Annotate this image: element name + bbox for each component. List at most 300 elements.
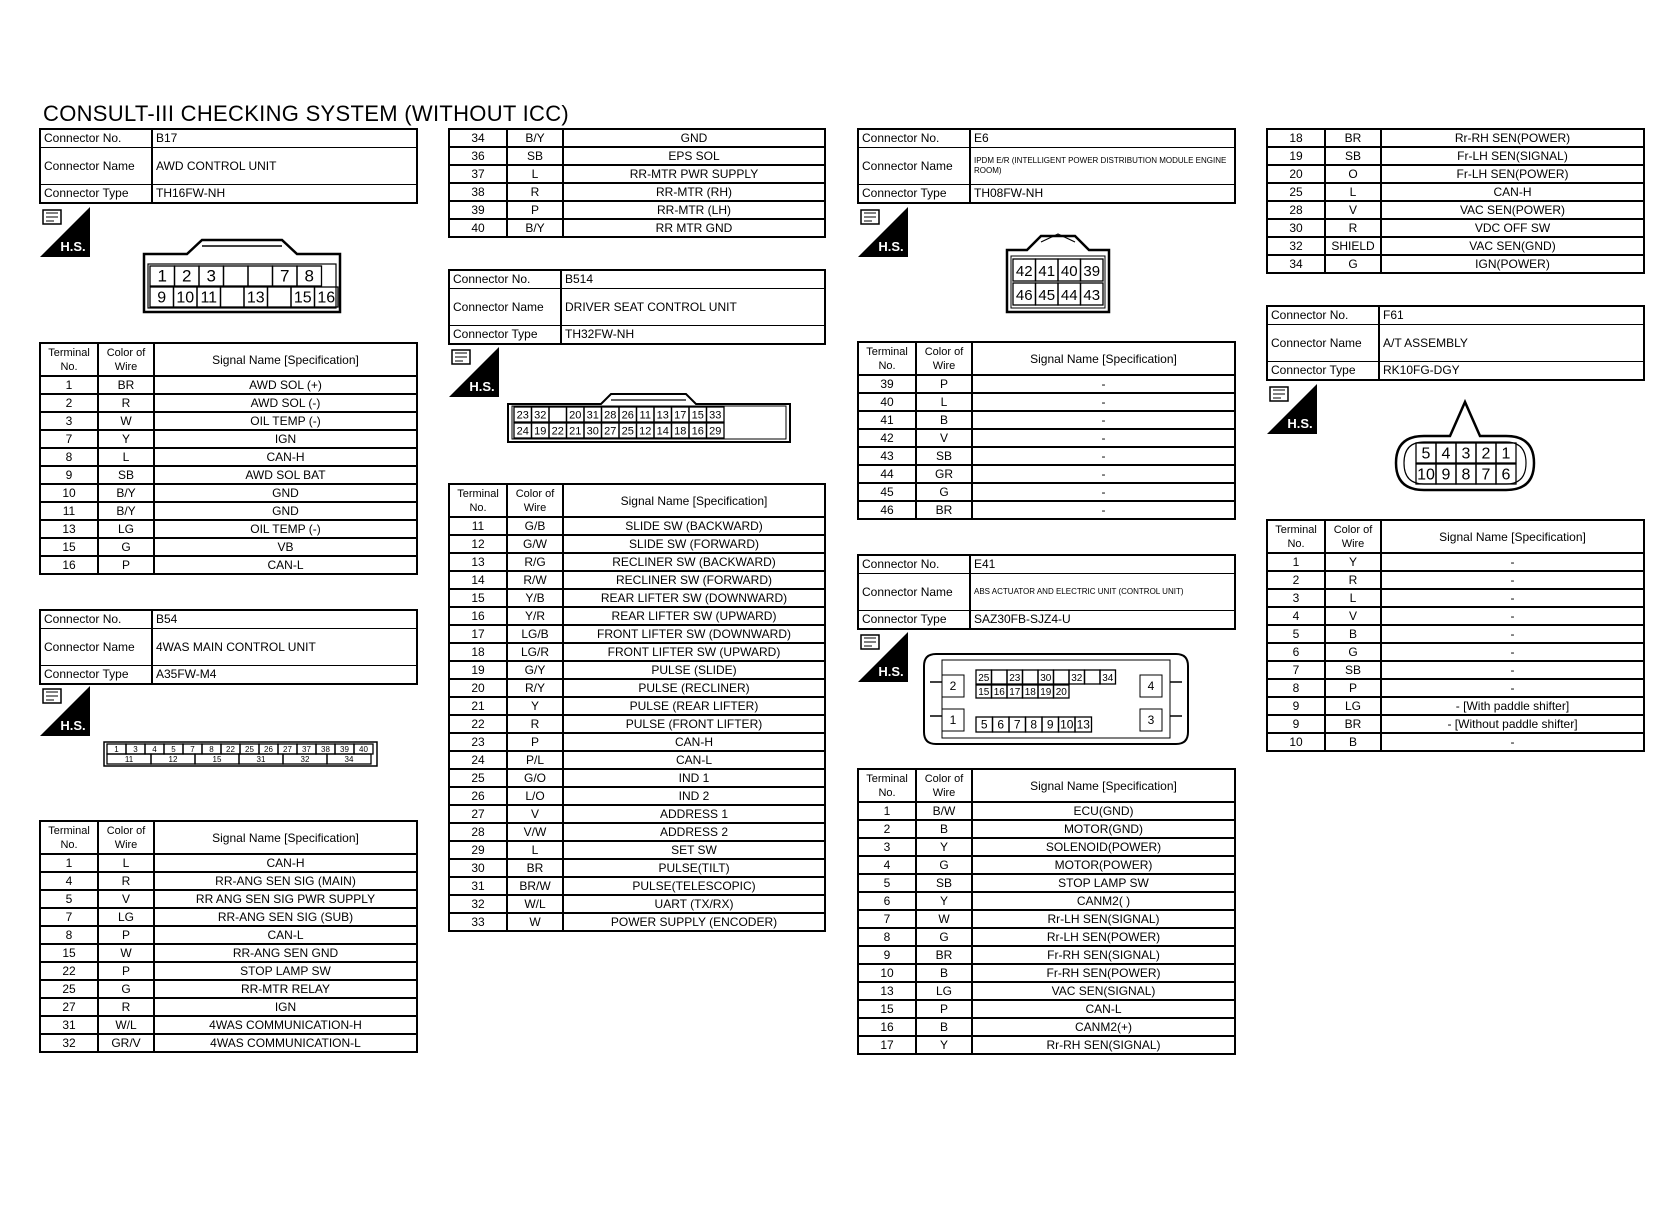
hs-label: H.S.: [469, 379, 495, 394]
color-cell: L: [98, 448, 154, 466]
signal-cell: RR MTR GND: [563, 219, 825, 237]
connector-no-value: B17: [152, 129, 417, 148]
color-cell: SB: [1325, 661, 1381, 679]
terminal-cell: 11: [40, 502, 98, 520]
signal-cell: STOP LAMP SW: [154, 962, 417, 980]
table-row: [449, 805, 825, 823]
signal-cell: GND: [154, 484, 417, 502]
pin-number: 2: [1481, 445, 1491, 463]
color-cell: Y: [916, 838, 972, 856]
table-row: [858, 393, 1235, 411]
color-cell: BR: [916, 501, 972, 519]
pin-number: 32: [1071, 672, 1083, 684]
color-cell: Y: [916, 1036, 972, 1054]
terminal-cell: 15: [858, 1000, 916, 1018]
connector-name-label: Connector Name: [40, 148, 152, 185]
signal-cell: -: [1381, 589, 1644, 607]
signal-cell: VDC OFF SW: [1381, 219, 1644, 237]
table-row: [449, 219, 825, 237]
pin-number: 8: [1030, 717, 1038, 732]
terminal-cell: 42: [858, 429, 916, 447]
pin-number: 30: [1040, 672, 1052, 684]
pin-number: 9: [1441, 466, 1451, 484]
terminal-cell: 27: [40, 998, 98, 1016]
table-row: [858, 928, 1235, 946]
pin-number: 6: [997, 717, 1005, 732]
pin-number: 3: [1461, 445, 1471, 463]
table-row: [40, 854, 417, 872]
pin-number: 7: [1481, 466, 1491, 484]
table-row: [449, 165, 825, 183]
pin-number: 8: [304, 266, 314, 286]
signal-cell: -: [1381, 733, 1644, 751]
color-cell: R/Y: [507, 679, 563, 697]
signal-cell: CAN-L: [563, 751, 825, 769]
color-cell: BR: [1325, 715, 1381, 733]
table-row: [40, 412, 417, 430]
connector-name-label: Connector Name: [40, 629, 152, 666]
terminal-cell: 9: [1267, 697, 1325, 715]
table-row: [40, 466, 417, 484]
signal-cell: FRONT LIFTER SW (UPWARD): [563, 643, 825, 661]
connector-no-label: Connector No.: [40, 610, 152, 629]
table-row: [40, 448, 417, 466]
terminal-cell: 31: [40, 1016, 98, 1034]
terminal-cell: 14: [449, 571, 507, 589]
terminal-cell: 2: [1267, 571, 1325, 589]
signal-cell: SLIDE SW (FORWARD): [563, 535, 825, 553]
terminal-cell: 10: [858, 964, 916, 982]
signal-cell: CAN-L: [154, 926, 417, 944]
pin-number: 9: [157, 289, 167, 307]
signal-cell: -: [972, 393, 1235, 411]
pin-number: 15: [691, 409, 704, 422]
color-cell: B/W: [916, 802, 972, 820]
table-row: [449, 517, 825, 535]
pin-number: 7: [280, 266, 290, 286]
table-row: [449, 877, 825, 895]
color-cell: W: [98, 412, 154, 430]
table-row: [449, 589, 825, 607]
table-row: [449, 733, 825, 751]
connector-name-label: Connector Name: [449, 289, 561, 326]
signal-cell: RR-MTR (LH): [563, 201, 825, 219]
terminal-cell: 24: [449, 751, 507, 769]
signal-cell: IGN(POWER): [1381, 255, 1644, 273]
signal-cell: POWER SUPPLY (ENCODER): [563, 913, 825, 931]
color-cell: P: [98, 556, 154, 574]
terminal-cell: 13: [40, 520, 98, 538]
terminal-cell: 25: [40, 980, 98, 998]
color-cell: R: [1325, 219, 1381, 237]
table-row: [449, 535, 825, 553]
terminal-cell: 19: [449, 661, 507, 679]
color-cell: SB: [98, 466, 154, 484]
signal-cell: PULSE (RECLINER): [563, 679, 825, 697]
table-row: [40, 1034, 417, 1052]
pin-number: 40: [359, 744, 368, 754]
color-cell: SB: [507, 147, 563, 165]
page-title: CONSULT-III CHECKING SYSTEM (WITHOUT ICC): [43, 101, 570, 126]
harness-side-icon: [40, 686, 90, 736]
signal-cell: RR-MTR PWR SUPPLY: [563, 165, 825, 183]
connector-type-label: Connector Type: [40, 666, 152, 685]
terminal-cell: 37: [449, 165, 507, 183]
signal-cell: REAR LIFTER SW (DOWNWARD): [563, 589, 825, 607]
terminal-cell: 17: [449, 625, 507, 643]
color-cell: P: [916, 1000, 972, 1018]
terminal-cell: 32: [40, 1034, 98, 1052]
connector-name-value: A/T ASSEMBLY: [1379, 325, 1644, 362]
pin-number: 34: [344, 754, 354, 764]
connector-e6-diagram: [1005, 232, 1111, 314]
terminal-cell: 45: [858, 483, 916, 501]
pin-number: 14: [656, 425, 669, 438]
pin-number: 31: [256, 754, 266, 764]
color-cell: Y: [1325, 553, 1381, 571]
terminal-cell: 15: [449, 589, 507, 607]
signal-table-b17: [39, 342, 418, 575]
signal-cell: -: [1381, 607, 1644, 625]
signal-cell: -: [1381, 625, 1644, 643]
color-cell: BR/W: [507, 877, 563, 895]
signal-cell: ADDRESS 2: [563, 823, 825, 841]
pin-number: 23: [516, 409, 529, 422]
signal-table-b54: [39, 820, 418, 1053]
table-row: [40, 962, 417, 980]
table-row: [449, 607, 825, 625]
color-cell: V: [1325, 201, 1381, 219]
terminal-cell: 22: [40, 962, 98, 980]
terminal-cell: 13: [858, 982, 916, 1000]
signal-table-f61: [1266, 519, 1645, 752]
signal-cell: REAR LIFTER SW (UPWARD): [563, 607, 825, 625]
table-row: [40, 926, 417, 944]
pin-number: 1: [157, 266, 167, 286]
pin-number: 23: [1009, 672, 1021, 684]
pin-number: 21: [569, 425, 582, 438]
signal-cell: CAN-H: [563, 733, 825, 751]
terminal-cell: 6: [1267, 643, 1325, 661]
color-cell: V: [98, 890, 154, 908]
terminal-cell: 28: [449, 823, 507, 841]
terminal-cell: 9: [1267, 715, 1325, 733]
pin-number: 25: [245, 744, 254, 754]
signal-header: Signal Name [Specification]: [154, 821, 417, 854]
color-cell: R: [1325, 571, 1381, 589]
signal-cell: Fr-LH SEN(SIGNAL): [1381, 147, 1644, 165]
signal-header: Signal Name [Specification]: [972, 769, 1235, 802]
table-row: [449, 895, 825, 913]
table-row: [858, 982, 1235, 1000]
color-cell: Y/B: [507, 589, 563, 607]
pin-number: 19: [534, 425, 547, 438]
color-cell: LG: [98, 908, 154, 926]
connector-no-label: Connector No.: [40, 129, 152, 148]
signal-cell: PULSE (SLIDE): [563, 661, 825, 679]
terminal-cell: 9: [858, 946, 916, 964]
terminal-cell: 16: [40, 556, 98, 574]
color-cell: R/G: [507, 553, 563, 571]
color-header: Color of Wire: [98, 821, 154, 854]
table-row: [1267, 165, 1644, 183]
pin-number: 26: [621, 409, 634, 422]
connector-name-value: 4WAS MAIN CONTROL UNIT: [152, 629, 417, 666]
signal-cell: SET SW: [563, 841, 825, 859]
signal-cell: -: [972, 483, 1235, 501]
signal-cell: SOLENOID(POWER): [972, 838, 1235, 856]
color-cell: L: [1325, 183, 1381, 201]
signal-header: Signal Name [Specification]: [154, 343, 417, 376]
color-cell: R: [507, 183, 563, 201]
table-row: [40, 980, 417, 998]
terminal-cell: 10: [1267, 733, 1325, 751]
table-row: [858, 802, 1235, 820]
table-row: [1267, 129, 1644, 147]
connector-no-value: F61: [1379, 306, 1644, 325]
terminal-cell: 3: [40, 412, 98, 430]
signal-cell: FRONT LIFTER SW (DOWNWARD): [563, 625, 825, 643]
pin-number: 22: [551, 425, 564, 438]
signal-cell: Rr-RH SEN(POWER): [1381, 129, 1644, 147]
connector-b54-info: [39, 609, 418, 685]
signal-cell: CANM2(+): [972, 1018, 1235, 1036]
pin-number: 34: [1102, 672, 1114, 684]
table-row: [858, 856, 1235, 874]
connector-type-value: TH32FW-NH: [561, 326, 825, 345]
signal-cell: GND: [563, 129, 825, 147]
terminal-cell: 3: [1267, 589, 1325, 607]
terminal-cell: 17: [858, 1036, 916, 1054]
pin-number: 22: [226, 744, 235, 754]
signal-table-e41-continued: [1266, 128, 1645, 274]
color-cell: L: [1325, 589, 1381, 607]
color-cell: GR: [916, 465, 972, 483]
table-row: [449, 661, 825, 679]
terminal-cell: 32: [1267, 237, 1325, 255]
pin-number: 5: [171, 744, 176, 754]
pin-number: 38: [321, 744, 330, 754]
color-cell: R: [98, 394, 154, 412]
connector-name-value: IPDM E/R (INTELLIGENT POWER DISTRIBUTION MODULE ENGINE ROOM): [970, 148, 1235, 185]
pin-number: 11: [124, 754, 134, 764]
signal-cell: VAC SEN(GND): [1381, 237, 1644, 255]
table-row: [449, 201, 825, 219]
table-row: [858, 375, 1235, 393]
harness-side-icon: [449, 347, 499, 397]
table-row: [1267, 571, 1644, 589]
terminal-cell: 2: [40, 394, 98, 412]
pin-number: 5: [1421, 445, 1431, 463]
table-row: [449, 679, 825, 697]
pin-number: 25: [978, 672, 990, 684]
signal-cell: VAC SEN(POWER): [1381, 201, 1644, 219]
signal-cell: PULSE (REAR LIFTER): [563, 697, 825, 715]
table-row: [1267, 219, 1644, 237]
table-row: [40, 484, 417, 502]
terminal-cell: 23: [449, 733, 507, 751]
connector-e41-info: [857, 554, 1236, 630]
table-row: [449, 751, 825, 769]
terminal-cell: 29: [449, 841, 507, 859]
pin-number: 7: [1013, 717, 1021, 732]
signal-cell: OIL TEMP (-): [154, 520, 417, 538]
color-cell: L: [98, 854, 154, 872]
pin-number: 4: [152, 744, 157, 754]
terminal-cell: 5: [1267, 625, 1325, 643]
terminal-cell: 19: [1267, 147, 1325, 165]
signal-cell: ADDRESS 1: [563, 805, 825, 823]
terminal-cell: 38: [449, 183, 507, 201]
connector-type-value: A35FW-M4: [152, 666, 417, 685]
terminal-cell: 44: [858, 465, 916, 483]
terminal-cell: 7: [858, 910, 916, 928]
signal-cell: -: [972, 411, 1235, 429]
pin-number: 46: [1015, 287, 1033, 305]
table-row: [858, 874, 1235, 892]
connector-type-label: Connector Type: [40, 185, 152, 204]
signal-cell: CAN-H: [1381, 183, 1644, 201]
color-cell: W: [98, 944, 154, 962]
color-cell: G: [916, 928, 972, 946]
color-cell: W/L: [507, 895, 563, 913]
table-row: [858, 946, 1235, 964]
terminal-header: Terminal No.: [858, 342, 916, 375]
color-header: Color of Wire: [916, 342, 972, 375]
terminal-cell: 20: [449, 679, 507, 697]
color-cell: R: [98, 998, 154, 1016]
signal-cell: -: [972, 447, 1235, 465]
signal-cell: RR-MTR (RH): [563, 183, 825, 201]
terminal-cell: 22: [449, 715, 507, 733]
color-cell: SHIELD: [1325, 237, 1381, 255]
color-cell: B/Y: [98, 502, 154, 520]
table-row: [858, 501, 1235, 519]
table-row: [858, 892, 1235, 910]
table-row: [449, 769, 825, 787]
pin-number: 2: [182, 266, 192, 286]
color-cell: SB: [916, 447, 972, 465]
table-row: [1267, 589, 1644, 607]
terminal-cell: 9: [40, 466, 98, 484]
pin-number: 29: [709, 425, 722, 438]
table-row: [858, 838, 1235, 856]
pin-number: 20: [1055, 687, 1067, 699]
pin-number: 17: [1009, 687, 1021, 699]
terminal-header: Terminal No.: [40, 343, 98, 376]
pin-number: 28: [604, 409, 617, 422]
signal-cell: 4WAS COMMUNICATION-H: [154, 1016, 417, 1034]
connector-no-label: Connector No.: [858, 129, 970, 148]
color-cell: LG/B: [507, 625, 563, 643]
terminal-cell: 34: [449, 129, 507, 147]
signal-cell: - [With paddle shifter]: [1381, 697, 1644, 715]
connector-type-label: Connector Type: [858, 185, 970, 204]
signal-cell: AWD SOL BAT: [154, 466, 417, 484]
color-cell: Y/R: [507, 607, 563, 625]
terminal-cell: 8: [858, 928, 916, 946]
color-cell: W: [916, 910, 972, 928]
table-row: [858, 1000, 1235, 1018]
signal-cell: Fr-RH SEN(SIGNAL): [972, 946, 1235, 964]
table-row: [449, 697, 825, 715]
color-cell: G: [98, 538, 154, 556]
signal-cell: PULSE(TILT): [563, 859, 825, 877]
signal-cell: RR-ANG SEN SIG (MAIN): [154, 872, 417, 890]
signal-cell: Fr-RH SEN(POWER): [972, 964, 1235, 982]
terminal-cell: 8: [1267, 679, 1325, 697]
terminal-cell: 18: [1267, 129, 1325, 147]
connector-type-label: Connector Type: [449, 326, 561, 345]
color-cell: G/B: [507, 517, 563, 535]
table-row: [40, 430, 417, 448]
connector-b54-diagram: [103, 741, 378, 767]
connector-type-label: Connector Type: [858, 611, 970, 630]
color-cell: G: [98, 980, 154, 998]
connector-type-value: SAZ30FB-SJZ4-U: [970, 611, 1235, 630]
pin-number: 18: [1024, 687, 1036, 699]
table-row: [858, 465, 1235, 483]
signal-cell: GND: [154, 502, 417, 520]
pin-number: 32: [534, 409, 547, 422]
color-cell: G: [916, 483, 972, 501]
color-cell: LG/R: [507, 643, 563, 661]
signal-cell: EPS SOL: [563, 147, 825, 165]
terminal-cell: 1: [858, 802, 916, 820]
color-cell: B/Y: [507, 129, 563, 147]
table-row: [449, 571, 825, 589]
table-row: [449, 129, 825, 147]
terminal-header: Terminal No.: [1267, 520, 1325, 553]
pin-number: 11: [200, 289, 218, 307]
table-row: [1267, 661, 1644, 679]
color-cell: B: [916, 411, 972, 429]
terminal-cell: 13: [449, 553, 507, 571]
color-cell: P/L: [507, 751, 563, 769]
pin-number: 16: [691, 425, 704, 438]
pin-number: 1: [1501, 445, 1511, 463]
signal-cell: IGN: [154, 430, 417, 448]
table-row: [40, 890, 417, 908]
terminal-cell: 11: [449, 517, 507, 535]
color-cell: B: [1325, 733, 1381, 751]
terminal-cell: 1: [40, 854, 98, 872]
signal-cell: SLIDE SW (BACKWARD): [563, 517, 825, 535]
hs-label: H.S.: [1287, 416, 1313, 431]
pin-number: 4: [1147, 679, 1155, 693]
pin-number: 4: [1441, 445, 1451, 463]
table-row: [1267, 697, 1644, 715]
pin-number: 41: [1038, 263, 1056, 281]
terminal-cell: 25: [449, 769, 507, 787]
pin-number: 12: [168, 754, 178, 764]
color-cell: B/Y: [98, 484, 154, 502]
color-cell: Y: [507, 697, 563, 715]
connector-name-label: Connector Name: [1267, 325, 1379, 362]
pin-number: 45: [1038, 287, 1056, 305]
terminal-cell: 21: [449, 697, 507, 715]
table-row: [1267, 607, 1644, 625]
terminal-cell: 8: [40, 448, 98, 466]
connector-b514-pins: [514, 407, 724, 438]
connector-no-label: Connector No.: [1267, 306, 1379, 325]
terminal-header: Terminal No.: [858, 769, 916, 802]
pin-number: 10: [1060, 717, 1074, 732]
connector-no-value: B514: [561, 270, 825, 289]
table-row: [449, 823, 825, 841]
color-cell: P: [916, 375, 972, 393]
color-cell: L: [507, 841, 563, 859]
